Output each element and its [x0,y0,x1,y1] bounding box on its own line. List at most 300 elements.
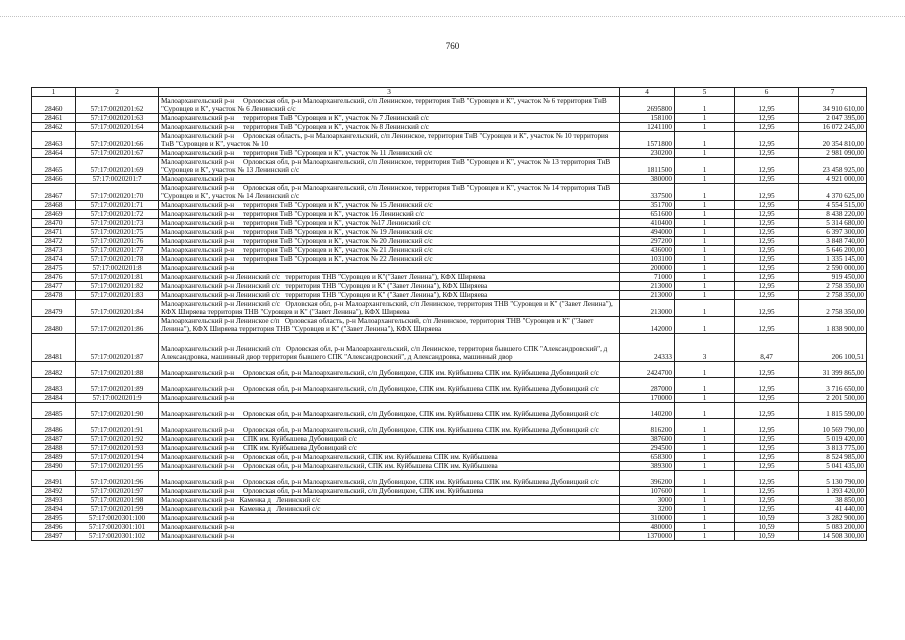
count-cell: 1 [675,149,735,158]
table-row [32,97,867,114]
count-cell: 1 [675,523,735,532]
row-number-cell: 28474 [32,255,76,264]
table-row [32,523,867,532]
value-cell: 4 921 000,00 [799,175,867,184]
address-cell: Малоархангельский р-н СПК им. Куйбышева Дубовицкий с/с [159,435,620,444]
row-number-cell: 28479 [32,300,76,317]
cadastral-number-cell: 57:17:0020201:72 [76,210,159,219]
table-row [32,532,867,541]
rate-cell: 12,95 [735,273,799,282]
row-number-cell: 28465 [32,158,76,175]
column-header-7: 7 [799,88,867,97]
area-cell: 200000 [620,264,675,273]
row-number-cell: 28483 [32,378,76,394]
value-cell: 2 590 000,00 [799,264,867,273]
scan-header-noise [0,16,905,25]
table-row [32,444,867,453]
page-number: 760 [445,41,460,51]
row-number-cell: 28473 [32,246,76,255]
column-header-3: 3 [159,88,620,97]
count-cell: 1 [675,394,735,403]
row-number-cell: 28478 [32,291,76,300]
area-cell: 480000 [620,523,675,532]
table-row [32,219,867,228]
cadastral-number-cell: 57:17:0020201:9 [76,394,159,403]
rate-cell: 12,95 [735,237,799,246]
row-number-cell: 28462 [32,123,76,132]
rate-cell: 10,59 [735,514,799,523]
address-cell: Малоархангельский р-н [159,523,620,532]
row-number-cell: 28466 [32,175,76,184]
row-number-cell: 28494 [32,505,76,514]
address-cell: Малоархангельский р-н СПК им. Куйбышева Дубовицкий с/с [159,444,620,453]
count-cell: 1 [675,444,735,453]
table-row [32,378,867,394]
row-number-cell: 28496 [32,523,76,532]
value-cell: 919 450,00 [799,273,867,282]
cadastral-number-cell: 57:17:0020301:101 [76,523,159,532]
address-cell: Малоархангельский р-н Орловская обл, р-н Малоархангельский, с/п Дубовицкое, СПК им. Куйбышева СПК им. Куйбышева Дубовицкий с/с [159,403,620,419]
value-cell: 41 440,00 [799,505,867,514]
address-cell: Малоархангельский р-н территория ТнВ "Суровцев и К", участок №17 Ленинский с/с [159,219,620,228]
value-cell: 8 438 220,00 [799,210,867,219]
area-cell: 1811500 [620,158,675,175]
count-cell: 1 [675,158,735,175]
cadastral-number-cell: 57:17:0020201:64 [76,123,159,132]
rate-cell: 12,95 [735,496,799,505]
area-cell: 287000 [620,378,675,394]
area-cell: 310000 [620,514,675,523]
count-cell: 1 [675,300,735,317]
address-cell: Малоархангельский р-н территория ТнВ "Суровцев и К", участок № 22 Ленинский с/с [159,255,620,264]
table-row [32,462,867,471]
address-cell: Малоархангельский р-н Ленинский с/с Орловская обл, р-н Малоархангельский, с/п Ленинское, территория ТНВ "Суровцев и К" ("Завет Ленина"), КФХ Ширяева территория ТНВ "Суровцев и К" ("Завет Ленина"), КФХ Ширяева [159,300,620,317]
rate-cell: 12,95 [735,114,799,123]
cadastral-number-cell: 57:17:0020201:87 [76,334,159,362]
rate-cell: 12,95 [735,228,799,237]
address-cell: Малоархангельский р-н территория ТнВ "Суровцев и К", участок 16 Ленинский с/с [159,210,620,219]
count-cell: 1 [675,210,735,219]
address-cell: Малоархангельский р-н Орловская область, р-н Малоархангельский, с/п Ленинское, территория ТнВ "Суровцев и К", участок № 10 территория ТнВ "Суровцев и К", участок № 10 [159,132,620,149]
area-cell: 3200 [620,505,675,514]
rate-cell: 12,95 [735,184,799,201]
rate-cell: 12,95 [735,219,799,228]
count-cell: 1 [675,114,735,123]
table-row [32,228,867,237]
rate-cell: 12,95 [735,149,799,158]
area-cell: 1241100 [620,123,675,132]
address-cell: Малоархангельский р-н Ленинский с/п Орловская обл, р-н Малоархангельский, с/п Ленинское, территория бывшего СПК "Александровский", д Александровка, машинный двор территория бывшего СПК "Александровский", д Александровка, машинный двор [159,334,620,362]
value-cell: 4 370 625,00 [799,184,867,201]
area-cell: 436000 [620,246,675,255]
cadastral-number-cell: 57:17:0020201:90 [76,403,159,419]
table-row [32,246,867,255]
value-cell: 2 047 395,00 [799,114,867,123]
value-cell: 34 910 610,00 [799,97,867,114]
area-cell: 380000 [620,175,675,184]
address-cell: Малоархангельский р-н территория ТнВ "Суровцев и К", участок № 21 Ленинский с/с [159,246,620,255]
value-cell: 1 815 590,00 [799,403,867,419]
table-row [32,291,867,300]
value-cell: 2 758 350,00 [799,291,867,300]
row-number-cell: 28487 [32,435,76,444]
count-cell: 1 [675,255,735,264]
cadastral-number-cell: 57:17:0020201:67 [76,149,159,158]
address-cell: Малоархангельский р-н Орловская обл, р-н Малоархангельский, с/п Дубовицкое, СПК им. Куйбышева [159,487,620,496]
area-cell: 297200 [620,237,675,246]
cadastral-number-cell: 57:17:0020201:89 [76,378,159,394]
count-cell: 1 [675,419,735,435]
table-body [32,97,867,541]
row-number-cell: 28468 [32,201,76,210]
value-cell: 8 524 985,00 [799,453,867,462]
row-number-cell: 28464 [32,149,76,158]
table-row [32,282,867,291]
address-cell: Малоархангельский р-н Каменка д Ленинский с/с [159,505,620,514]
table-row [32,184,867,201]
address-cell: Малоархангельский р-н Ленинский с/с территория ТНВ "Суровцев и К" ("Завет Ленина"), КФХ Ширяева [159,282,620,291]
table-row [32,123,867,132]
row-number-cell: 28495 [32,514,76,523]
address-cell: Малоархангельский р-н Ленинский с/с территория ТНВ "Суровцев и К"("Завет Ленина"), КФХ Ширяева [159,273,620,282]
address-cell: Малоархангельский р-н территория ТнВ "Суровцев и К", участок № 7 Ленинский с/с [159,114,620,123]
cadastral-number-cell: 57:17:0020201:75 [76,228,159,237]
row-number-cell: 28471 [32,228,76,237]
value-cell: 5 314 680,00 [799,219,867,228]
address-cell: Малоархангельский р-н территория ТнВ "Суровцев и К", участок № 11 Ленинский с/с [159,149,620,158]
cadastral-number-cell: 57:17:0020201:69 [76,158,159,175]
table-row [32,264,867,273]
value-cell: 5 646 200,00 [799,246,867,255]
address-cell: Малоархангельский р-н [159,264,620,273]
rate-cell: 12,95 [735,132,799,149]
count-cell: 1 [675,317,735,334]
area-cell: 2424700 [620,362,675,378]
row-number-cell: 28489 [32,453,76,462]
cadastral-number-cell: 57:17:0020201:88 [76,362,159,378]
count-cell: 1 [675,97,735,114]
count-cell: 1 [675,228,735,237]
cadastral-number-cell: 57:17:0020201:76 [76,237,159,246]
table-row [32,300,867,317]
area-cell: 213000 [620,300,675,317]
rate-cell: 12,95 [735,444,799,453]
column-header-1: 1 [32,88,76,97]
table-row [32,114,867,123]
rate-cell: 10,59 [735,532,799,541]
table-header-row [32,88,867,97]
count-cell: 1 [675,453,735,462]
table-row [32,273,867,282]
address-cell: Малоархангельский р-н Ленинский с/с территория ТНВ "Суровцев и К" ("Завет Ленина"), КФХ Ширяева [159,291,620,300]
area-cell: 24333 [620,334,675,362]
value-cell: 10 569 790,00 [799,419,867,435]
rate-cell: 12,95 [735,394,799,403]
row-number-cell: 28492 [32,487,76,496]
cadastral-number-cell: 57:17:0020201:86 [76,317,159,334]
column-header-4: 4 [620,88,675,97]
value-cell: 23 458 925,00 [799,158,867,175]
rate-cell: 12,95 [735,201,799,210]
cadastral-number-cell: 57:17:0020201:78 [76,255,159,264]
count-cell: 1 [675,237,735,246]
area-cell: 494000 [620,228,675,237]
row-number-cell: 28484 [32,394,76,403]
area-cell: 71000 [620,273,675,282]
value-cell: 2 201 500,00 [799,394,867,403]
area-cell: 396200 [620,471,675,487]
address-cell: Малоархангельский р-н Орловская обл, р-н Малоархангельский, с/п Ленинское, территория ТнВ "Суровцев и К", участок № 6 территория ТнВ "Суровцев и К", участок № 6 Ленинский с/с [159,97,620,114]
cadastral-number-cell: 57:17:0020301:102 [76,532,159,541]
area-cell: 387600 [620,435,675,444]
table-row [32,514,867,523]
row-number-cell: 28460 [32,97,76,114]
rate-cell: 12,95 [735,97,799,114]
count-cell: 3 [675,334,735,362]
address-cell: Малоархангельский р-н [159,514,620,523]
value-cell: 1 335 145,00 [799,255,867,264]
value-cell: 6 397 300,00 [799,228,867,237]
address-cell: Малоархангельский р-н территория ТнВ "Суровцев и К", участок № 20 Ленинский с/с [159,237,620,246]
address-cell: Малоархангельский р-н Орловская обл, р-н Малоархангельский, СПК им. Куйбышева СПК им. Куйбышева [159,462,620,471]
area-cell: 816200 [620,419,675,435]
count-cell: 1 [675,291,735,300]
rate-cell: 12,95 [735,291,799,300]
table-row [32,175,867,184]
table-row [32,435,867,444]
table-row [32,487,867,496]
rate-cell: 12,95 [735,264,799,273]
area-cell: 158100 [620,114,675,123]
row-number-cell: 28480 [32,317,76,334]
table-row [32,471,867,487]
area-cell: 230200 [620,149,675,158]
count-cell: 1 [675,273,735,282]
value-cell: 2 758 350,00 [799,282,867,291]
area-cell: 170000 [620,394,675,403]
rate-cell: 12,95 [735,158,799,175]
address-cell: Малоархангельский р-н Орловская обл, р-н Малоархангельский, с/п Дубовицкое, СПК им. Куйбышева СПК им. Куйбышева Дубовицкий с/с [159,419,620,435]
row-number-cell: 28469 [32,210,76,219]
table-row [32,419,867,435]
area-cell: 658300 [620,453,675,462]
cadastral-number-cell: 57:17:0020201:63 [76,114,159,123]
value-cell: 14 508 300,00 [799,532,867,541]
table-row [32,158,867,175]
row-number-cell: 28477 [32,282,76,291]
value-cell: 206 100,51 [799,334,867,362]
cadastral-number-cell: 57:17:0020201:84 [76,300,159,317]
count-cell: 1 [675,378,735,394]
area-cell: 2695800 [620,97,675,114]
count-cell: 1 [675,246,735,255]
count-cell: 1 [675,435,735,444]
rate-cell: 12,95 [735,123,799,132]
value-cell: 16 072 245,00 [799,123,867,132]
rate-cell: 8,47 [735,334,799,362]
count-cell: 1 [675,496,735,505]
cadastral-table [31,87,867,541]
row-number-cell: 28475 [32,264,76,273]
count-cell: 1 [675,487,735,496]
value-cell: 5 130 790,00 [799,471,867,487]
cadastral-number-cell: 57:17:0020201:82 [76,282,159,291]
count-cell: 1 [675,123,735,132]
area-cell: 410400 [620,219,675,228]
count-cell: 1 [675,132,735,149]
rate-cell: 12,95 [735,378,799,394]
column-header-2: 2 [76,88,159,97]
cadastral-number-cell: 57:17:0020201:93 [76,444,159,453]
table-row [32,334,867,362]
count-cell: 1 [675,403,735,419]
table-row [32,496,867,505]
row-number-cell: 28486 [32,419,76,435]
value-cell: 31 399 865,00 [799,362,867,378]
table-row [32,403,867,419]
cadastral-number-cell: 57:17:0020201:8 [76,264,159,273]
address-cell: Малоархангельский р-н Орловская обл, р-н Малоархангельский, с/п Дубовицкое, СПК им. Куйбышева СПК им. Куйбышева Дубовицкий с/с [159,378,620,394]
value-cell: 3 848 740,00 [799,237,867,246]
rate-cell: 12,95 [735,282,799,291]
cadastral-number-cell: 57:17:0020201:91 [76,419,159,435]
address-cell: Малоархангельский р-н территория ТнВ "Суровцев и К", участок № 8 Ленинский с/с [159,123,620,132]
column-header-5: 5 [675,88,735,97]
cadastral-number-cell: 57:17:0020201:96 [76,471,159,487]
cadastral-number-cell: 57:17:0020201:95 [76,462,159,471]
row-number-cell: 28482 [32,362,76,378]
value-cell: 4 554 515,00 [799,201,867,210]
rate-cell: 12,95 [735,362,799,378]
value-cell: 38 850,00 [799,496,867,505]
cadastral-number-cell: 57:17:0020201:66 [76,132,159,149]
rate-cell: 12,95 [735,246,799,255]
cadastral-number-cell: 57:17:0020201:97 [76,487,159,496]
area-cell: 389300 [620,462,675,471]
count-cell: 1 [675,201,735,210]
value-cell: 5 041 435,00 [799,462,867,471]
row-number-cell: 28491 [32,471,76,487]
cadastral-number-cell: 57:17:0020201:77 [76,246,159,255]
table-row [32,362,867,378]
cadastral-number-cell: 57:17:0020201:71 [76,201,159,210]
row-number-cell: 28497 [32,532,76,541]
address-cell: Малоархангельский р-н Каменка д Ленинский с/с [159,496,620,505]
row-number-cell: 28485 [32,403,76,419]
value-cell: 20 354 810,00 [799,132,867,149]
table-row [32,149,867,158]
rate-cell: 12,95 [735,175,799,184]
count-cell: 1 [675,175,735,184]
address-cell: Малоархангельский р-н [159,532,620,541]
rate-cell: 12,95 [735,487,799,496]
cadastral-number-cell: 57:17:0020201:99 [76,505,159,514]
cadastral-number-cell: 57:17:0020201:94 [76,453,159,462]
cadastral-number-cell: 57:17:0020201:98 [76,496,159,505]
area-cell: 142000 [620,317,675,334]
row-number-cell: 28493 [32,496,76,505]
address-cell: Малоархангельский р-н территория ТнВ "Суровцев и К", участок № 15 Ленинский с/с [159,201,620,210]
address-cell: Малоархангельский р-н Ленинское с/п Орловская область, р-н Малоархангельский, с/п Ленинское, территория ТНВ "Суровцев и К" ("Завет Ленина"), КФХ Ширяева территория ТНВ "Суровцев и К" ("Завет Ленина"), КФХ Ширяева [159,317,620,334]
table-row [32,132,867,149]
rate-cell: 12,95 [735,435,799,444]
rate-cell: 12,95 [735,403,799,419]
area-cell: 1571800 [620,132,675,149]
row-number-cell: 28463 [32,132,76,149]
rate-cell: 12,95 [735,453,799,462]
area-cell: 140200 [620,403,675,419]
area-cell: 1370000 [620,532,675,541]
count-cell: 1 [675,462,735,471]
row-number-cell: 28476 [32,273,76,282]
rate-cell: 12,95 [735,300,799,317]
table-row [32,201,867,210]
area-cell: 103100 [620,255,675,264]
value-cell: 1 838 900,00 [799,317,867,334]
count-cell: 1 [675,282,735,291]
rate-cell: 12,95 [735,317,799,334]
area-cell: 213000 [620,282,675,291]
area-cell: 3000 [620,496,675,505]
table-row [32,210,867,219]
area-cell: 213000 [620,291,675,300]
address-cell: Малоархангельский р-н Орловская обл, р-н Малоархангельский, СПК им. Куйбышева СПК им. Куйбышева [159,453,620,462]
count-cell: 1 [675,184,735,201]
address-cell: Малоархангельский р-н Орловская обл, р-н Малоархангельский, с/п Дубовицкое, СПК им. Куйбышева СПК им. Куйбышева Дубовицкий с/с [159,471,620,487]
row-number-cell: 28472 [32,237,76,246]
rate-cell: 12,95 [735,419,799,435]
value-cell: 5 083 200,00 [799,523,867,532]
rate-cell: 12,95 [735,505,799,514]
cadastral-number-cell: 57:17:0020201:83 [76,291,159,300]
value-cell: 5 019 420,00 [799,435,867,444]
address-cell: Малоархангельский р-н Орловская обл, р-н Малоархангельский, с/п Ленинское, территория ТнВ "Суровцев и К", участок № 13 территория ТнВ "Суровцев и К", участок № 13 Ленинский с/с [159,158,620,175]
value-cell: 3 282 900,00 [799,514,867,523]
address-cell: Малоархангельский р-н территория ТнВ "Суровцев и К", участок № 19 Ленинский с/с [159,228,620,237]
address-cell: Малоархангельский р-н [159,394,620,403]
address-cell: Малоархангельский р-н Орловская обл, р-н Малоархангельский, с/п Ленинское, территория ТнВ "Суровцев и К", участок № 14 территория ТнВ "Суровцев и К", участок № 14 Ленинский с/с [159,184,620,201]
count-cell: 1 [675,514,735,523]
row-number-cell: 28470 [32,219,76,228]
cadastral-number-cell: 57:17:0020201:7 [76,175,159,184]
area-cell: 294500 [620,444,675,453]
row-number-cell: 28481 [32,334,76,362]
count-cell: 1 [675,264,735,273]
address-cell: Малоархангельский р-н [159,175,620,184]
row-number-cell: 28490 [32,462,76,471]
value-cell: 2 758 350,00 [799,300,867,317]
count-cell: 1 [675,362,735,378]
table-row [32,237,867,246]
area-cell: 107600 [620,487,675,496]
rate-cell: 12,95 [735,255,799,264]
count-cell: 1 [675,505,735,514]
area-cell: 337500 [620,184,675,201]
rate-cell: 12,95 [735,462,799,471]
column-header-6: 6 [735,88,799,97]
area-cell: 651600 [620,210,675,219]
cadastral-number-cell: 57:17:0020201:92 [76,435,159,444]
value-cell: 3 813 775,00 [799,444,867,453]
row-number-cell: 28461 [32,114,76,123]
row-number-cell: 28488 [32,444,76,453]
table-row [32,505,867,514]
cadastral-number-cell: 57:17:0020201:70 [76,184,159,201]
count-cell: 1 [675,219,735,228]
table-row [32,394,867,403]
cadastral-number-cell: 57:17:0020201:73 [76,219,159,228]
value-cell: 3 716 650,00 [799,378,867,394]
